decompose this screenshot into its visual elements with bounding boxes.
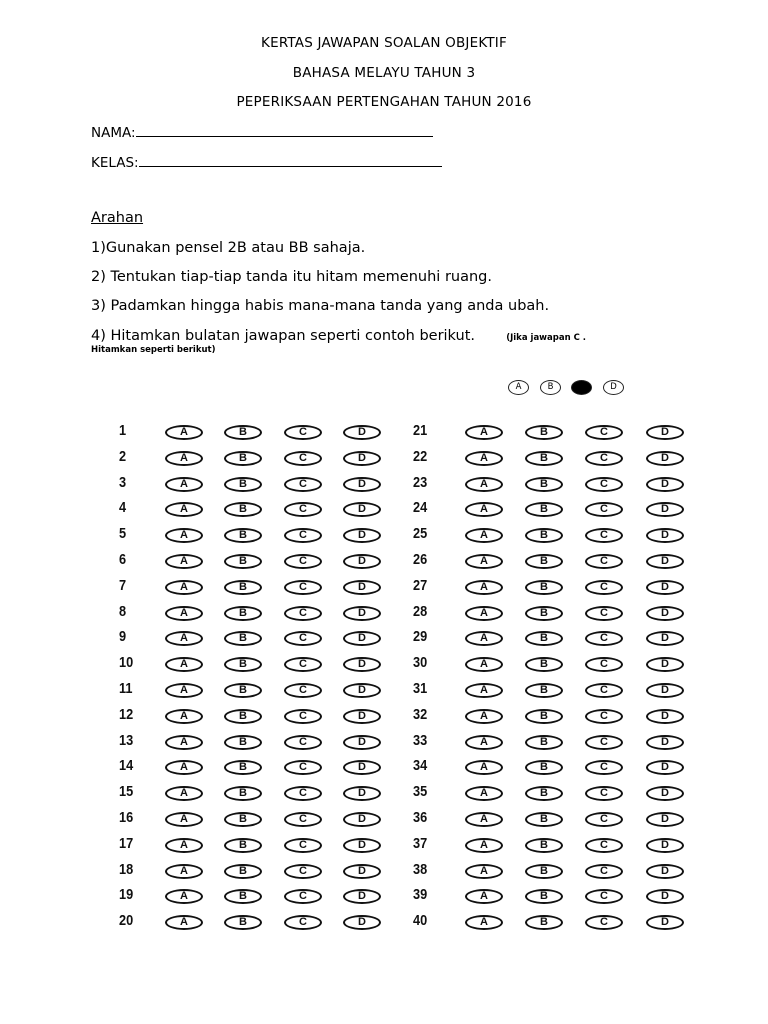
answer-bubble-c[interactable]: C [284,735,322,750]
answer-bubble-d[interactable]: D [343,864,381,879]
answer-bubble-d[interactable]: D [646,838,684,853]
answer-bubble-a[interactable]: A [465,631,503,646]
answer-bubble-c[interactable]: C [284,812,322,827]
instruction-item: 3) Padamkan hingga habis mana-mana tanda yang anda ubah. [91,298,550,314]
exam-title: PEPERIKSAAN PERTENGAHAN TAHUN 2016 [236,94,532,110]
answer-bubble-d[interactable]: D [343,528,381,543]
answer-bubble-d[interactable]: D [646,425,684,440]
answer-bubble-b[interactable]: B [224,709,262,724]
answer-bubble-c[interactable]: C [284,760,322,775]
question-number: 14 [119,757,134,775]
question-number: 4 [119,499,127,517]
question-number: 38 [413,860,428,878]
answer-bubble-a[interactable]: A [165,631,203,646]
answer-bubble-c[interactable]: C [585,683,623,698]
answer-bubble-b[interactable]: B [525,683,563,698]
answer-bubble-b[interactable]: B [224,864,262,879]
answer-bubble-d[interactable]: D [343,502,381,517]
answer-bubble-b[interactable]: B [224,502,262,517]
answer-bubble-b[interactable]: B [224,838,262,853]
answer-bubble-a[interactable]: A [465,606,503,621]
answer-bubble-b[interactable]: B [224,451,262,466]
class-label: KELAS: [91,155,139,171]
answer-bubble-b[interactable]: B [224,528,262,543]
example-bubble-b: B [540,380,561,395]
answer-bubble-b[interactable]: B [525,451,563,466]
answer-bubble-b[interactable]: B [224,657,262,672]
answer-bubble-a[interactable]: A [465,477,503,492]
answer-bubble-b[interactable]: B [525,477,563,492]
answer-bubble-b[interactable]: B [525,838,563,853]
question-number: 6 [119,551,127,568]
name-label: NAMA: [91,125,136,141]
instruction-item-with-note [91,328,586,344]
answer-bubble-b[interactable]: B [224,735,262,750]
answer-bubble-d[interactable]: D [343,683,381,698]
answer-bubble-b[interactable]: B [525,735,563,750]
question-number: 17 [119,834,134,852]
question-number: 22 [413,447,428,465]
answer-bubble-c[interactable]: C [284,889,322,904]
answer-bubble-c[interactable]: C [585,657,623,672]
answer-bubble-a[interactable]: A [165,735,203,750]
answer-bubble-d[interactable]: D [343,889,381,904]
question-number: 21 [413,422,428,439]
answer-bubble-b[interactable]: B [525,786,563,801]
example-bubble-a: A [508,380,529,395]
answer-bubble-c[interactable]: C [585,631,623,646]
question-number: 9 [119,628,127,646]
question-number: 11 [119,680,133,697]
answer-bubble-c[interactable]: C [284,528,322,543]
answer-bubble-b[interactable]: B [224,477,262,492]
answer-bubble-b[interactable]: B [224,631,262,646]
answer-bubble-a[interactable]: A [465,683,503,698]
answer-bubble-a[interactable]: A [165,838,203,853]
answer-bubble-c[interactable]: C [284,915,322,930]
question-number: 23 [413,473,428,491]
answer-bubble-a[interactable]: A [165,760,203,775]
answer-bubble-b[interactable]: B [224,915,262,930]
answer-bubble-d[interactable]: D [646,760,684,775]
answer-bubble-d[interactable]: D [646,631,684,646]
answer-bubble-d[interactable]: D [646,606,684,621]
question-number: 3 [119,473,127,491]
answer-bubble-a[interactable]: A [165,451,203,466]
answer-bubble-b[interactable]: B [525,915,563,930]
answer-bubble-a[interactable]: A [165,709,203,724]
answer-bubble-d[interactable]: D [343,606,381,621]
answer-bubble-a[interactable]: A [165,425,203,440]
answer-bubble-a[interactable]: A [165,786,203,801]
answer-bubble-a[interactable]: A [165,657,203,672]
answer-bubble-d[interactable]: D [646,735,684,750]
answer-bubble-a[interactable]: A [465,580,503,595]
answer-bubble-b[interactable]: B [224,554,262,569]
answer-bubble-a[interactable]: A [165,606,203,621]
answer-bubble-b[interactable]: B [224,889,262,904]
answer-bubble-a[interactable]: A [165,915,203,930]
question-number: 15 [119,783,134,801]
question-number: 18 [119,860,134,878]
answer-bubble-a[interactable]: A [465,657,503,672]
class-field[interactable] [91,154,442,171]
answer-bubble-b[interactable]: B [525,425,563,440]
name-blank[interactable] [136,124,433,137]
instruction-item: 1)Gunakan pensel 2B atau BB sahaja. [91,240,366,256]
answer-bubble-c[interactable]: C [284,425,322,440]
question-number: 20 [119,912,134,930]
answer-bubble-a[interactable]: A [165,864,203,879]
answer-bubble-c[interactable]: C [585,864,623,879]
question-number: 12 [119,705,134,723]
answer-bubble-d[interactable]: D [646,864,684,879]
answer-bubble-c[interactable]: C [585,425,623,440]
answer-bubble-b[interactable]: B [525,760,563,775]
answer-bubble-a[interactable]: A [465,451,503,466]
answer-bubble-a[interactable]: A [165,554,203,569]
answer-bubble-d[interactable]: D [646,657,684,672]
answer-bubble-c[interactable]: C [585,889,623,904]
question-number: 26 [413,551,428,568]
answer-bubble-d[interactable]: D [646,812,684,827]
answer-bubble-a[interactable]: A [465,554,503,569]
sheet-title: KERTAS JAWAPAN SOALAN OBJEKTIF [261,35,507,51]
answer-bubble-d[interactable]: D [646,786,684,801]
answer-bubble-a[interactable]: A [465,838,503,853]
answer-bubble-a[interactable]: A [465,915,503,930]
question-number: 36 [413,809,428,826]
question-number: 8 [119,602,127,620]
answer-bubble-c[interactable]: C [284,631,322,646]
answer-bubble-d[interactable]: D [343,580,381,595]
answer-bubble-a[interactable]: A [465,864,503,879]
answer-bubble-b[interactable]: B [224,786,262,801]
answer-bubble-c[interactable]: C [284,606,322,621]
question-number: 37 [413,834,428,852]
answer-bubble-a[interactable]: A [465,786,503,801]
answer-bubble-b[interactable]: B [525,580,563,595]
question-number: 34 [413,757,428,775]
answer-bubble-d[interactable]: D [343,554,381,569]
question-number: 32 [413,705,428,723]
answer-bubble-d[interactable]: D [343,709,381,724]
answer-bubble-a[interactable]: A [165,580,203,595]
class-blank[interactable] [139,154,442,167]
answer-bubble-c[interactable]: C [585,786,623,801]
answer-bubble-d[interactable]: D [646,915,684,930]
question-number: 13 [119,731,134,749]
answer-bubble-c[interactable]: C [585,554,623,569]
question-number: 31 [413,680,428,697]
answer-bubble-c[interactable]: C [585,812,623,827]
answer-bubble-b[interactable]: B [525,631,563,646]
answer-bubble-b[interactable]: B [224,760,262,775]
answer-bubble-a[interactable]: A [165,528,203,543]
answer-bubble-a[interactable]: A [165,812,203,827]
instruction-item: 2) Tentukan tiap-tiap tanda itu hitam memenuhi ruang. [91,269,492,285]
answer-bubble-d[interactable]: D [343,425,381,440]
question-number: 35 [413,783,428,801]
instruction-item: 4) Hitamkan bulatan jawapan seperti contoh berikut. [91,328,475,344]
answer-bubble-c[interactable]: C [585,735,623,750]
answer-bubble-a[interactable]: A [465,709,503,724]
answer-bubble-c[interactable]: C [284,709,322,724]
answer-bubble-b[interactable]: B [525,864,563,879]
example-bubble-d: D [603,380,624,395]
answer-bubble-a[interactable]: A [165,889,203,904]
answer-bubble-c[interactable]: C [585,606,623,621]
answer-bubble-c[interactable]: C [585,451,623,466]
answer-bubble-c[interactable]: C [284,502,322,517]
answer-bubble-b[interactable]: B [525,554,563,569]
example-note-continued: Hitamkan seperti berikut) [91,345,216,355]
answer-bubble-d[interactable]: D [343,451,381,466]
question-number: 10 [119,654,134,672]
answer-bubble-b[interactable]: B [224,580,262,595]
answer-bubble-d[interactable]: D [646,477,684,492]
answer-bubble-a[interactable]: A [165,683,203,698]
question-number: 1 [119,422,127,439]
question-number: 25 [413,525,428,543]
question-number: 33 [413,731,428,749]
answer-bubble-c[interactable]: C [284,477,322,492]
question-number: 24 [413,499,428,517]
answer-bubble-b[interactable]: B [525,812,563,827]
answer-bubble-d[interactable]: D [646,502,684,517]
answer-bubble-d[interactable]: D [343,760,381,775]
name-field[interactable] [91,124,433,141]
instructions-title: Arahan [91,210,144,226]
answer-bubble-a[interactable]: A [465,812,503,827]
answer-bubble-b[interactable]: B [525,528,563,543]
answer-bubble-d[interactable]: D [646,683,684,698]
answer-bubble-c[interactable]: C [284,580,322,595]
question-number: 39 [413,886,428,904]
example-note: (Jika jawapan C . [506,333,587,343]
question-number: 27 [413,576,428,594]
answer-bubble-d[interactable]: D [343,915,381,930]
answer-bubble-d[interactable]: D [646,889,684,904]
answer-bubble-d[interactable]: D [343,812,381,827]
answer-bubble-c[interactable]: C [284,864,322,879]
answer-bubble-d[interactable]: D [343,735,381,750]
answer-bubble-b[interactable]: B [525,657,563,672]
answer-bubble-d[interactable]: D [343,657,381,672]
answer-bubble-d[interactable]: D [646,451,684,466]
answer-bubble-d[interactable]: D [646,554,684,569]
answer-bubble-d[interactable]: D [343,786,381,801]
answer-bubble-a[interactable]: A [465,760,503,775]
answer-bubble-b[interactable]: B [224,425,262,440]
answer-bubble-c[interactable]: C [585,477,623,492]
question-number: 40 [413,912,428,930]
answer-bubble-a[interactable]: A [465,425,503,440]
answer-bubble-a[interactable]: A [465,735,503,750]
question-number: 7 [119,576,127,594]
question-number: 30 [413,654,428,672]
answer-bubble-c[interactable]: C [585,915,623,930]
answer-bubble-b[interactable]: B [525,889,563,904]
answer-bubble-c[interactable]: C [585,760,623,775]
answer-bubble-c[interactable]: C [284,683,322,698]
question-number: 19 [119,886,134,904]
answer-bubble-b[interactable]: B [224,812,262,827]
answer-bubble-c[interactable]: C [585,502,623,517]
answer-bubble-d[interactable]: D [343,631,381,646]
answer-bubble-b[interactable]: B [224,606,262,621]
answer-bubble-a[interactable]: A [165,502,203,517]
answer-bubble-a[interactable]: A [465,502,503,517]
answer-bubble-d[interactable]: D [343,477,381,492]
answer-bubble-b[interactable]: B [525,709,563,724]
answer-bubble-a[interactable]: A [165,477,203,492]
answer-bubble-c[interactable]: C [284,838,322,853]
answer-bubble-c[interactable]: C [585,838,623,853]
answer-bubble-d[interactable]: D [343,838,381,853]
answer-bubble-a[interactable]: A [465,528,503,543]
answer-bubble-c[interactable]: C [284,451,322,466]
question-number: 28 [413,602,428,620]
subject-title: BAHASA MELAYU TAHUN 3 [292,65,476,81]
answer-bubble-c[interactable]: C [585,709,623,724]
answer-bubble-d[interactable]: D [646,580,684,595]
answer-bubble-c[interactable]: C [284,657,322,672]
question-number: 2 [119,447,127,465]
answer-bubble-d[interactable]: D [646,528,684,543]
answer-bubble-b[interactable]: B [224,683,262,698]
answer-bubble-c[interactable]: C [585,580,623,595]
answer-bubble-b[interactable]: B [525,606,563,621]
answer-bubble-c[interactable]: C [284,554,322,569]
example-bubble-c-filled [571,380,592,395]
question-number: 16 [119,809,134,826]
question-number: 29 [413,628,428,646]
answer-bubble-c[interactable]: C [284,786,322,801]
answer-bubble-a[interactable]: A [465,889,503,904]
answer-bubble-d[interactable]: D [646,709,684,724]
answer-bubble-c[interactable]: C [585,528,623,543]
answer-bubble-b[interactable]: B [525,502,563,517]
question-number: 5 [119,525,127,543]
